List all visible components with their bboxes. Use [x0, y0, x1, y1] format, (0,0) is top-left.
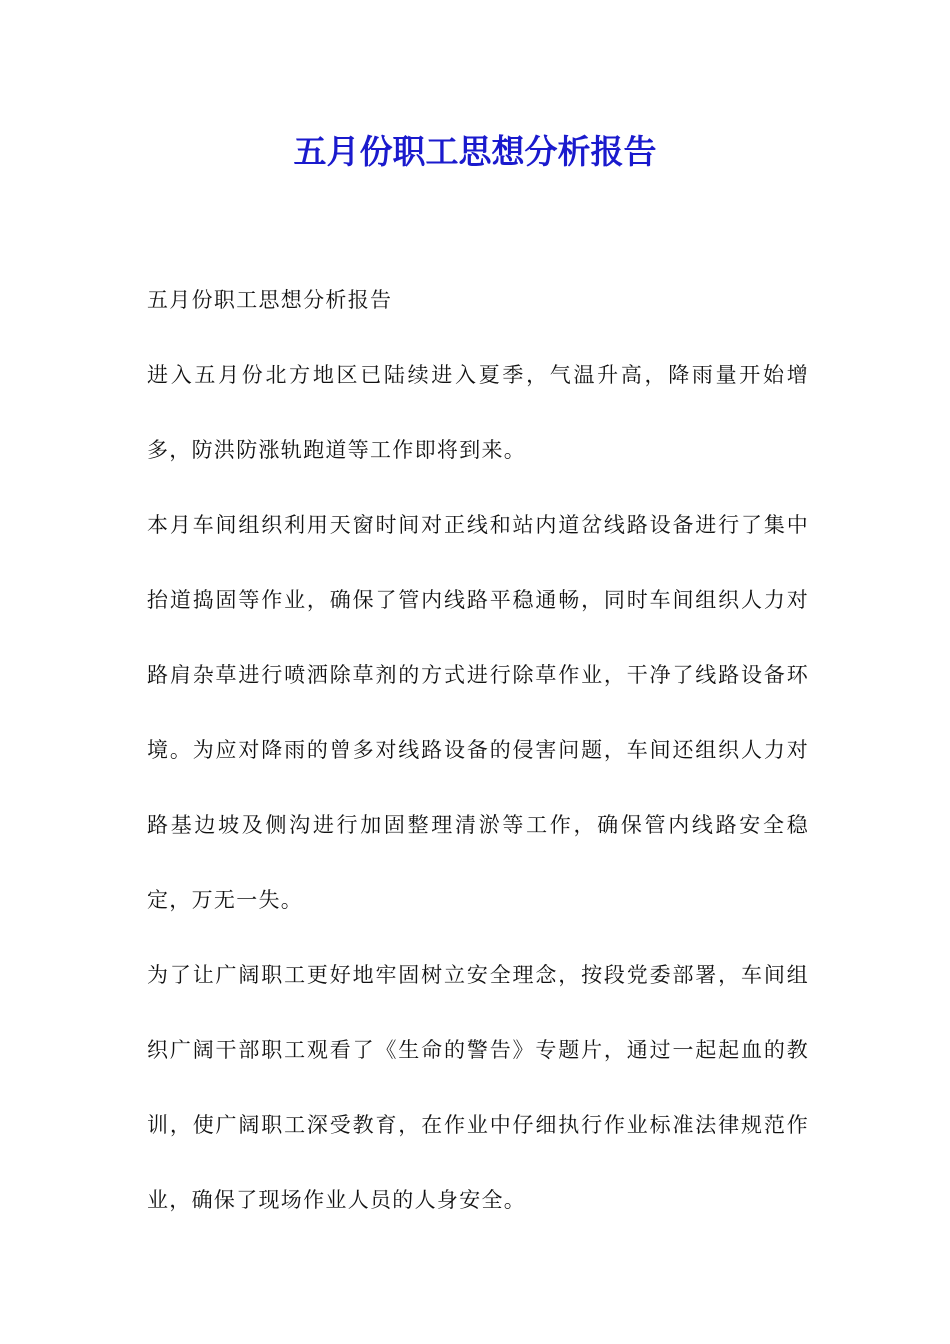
page-title: 五月份职工思想分析报告: [293, 132, 657, 171]
paragraph-1: 进入五月份北方地区已陆续进入夏季，气温升高，降雨量开始增多，防洪防涨轨跑道等工作即将到来。: [147, 363, 809, 462]
document-subtitle: 五月份职工思想分析报告: [147, 288, 393, 312]
document-body: [147, 263, 809, 1238]
paragraph-3: 为了让广阔职工更好地牢固树立安全理念，按段党委部署，车间组织广阔干部职工观看了《生命的警告》专题片，通过一起起血的教训，使广阔职工深受教育，在作业中仔细执行作业标准法律规范作业，确保了现场作业人员的人身安全。: [147, 963, 809, 1212]
paragraph-2: 本月车间组织利用天窗时间对正线和站内道岔线路设备进行了集中抬道捣固等作业，确保了管内线路平稳通畅，同时车间组织人力对路肩杂草进行喷洒除草剂的方式进行除草作业，干净了线路设备环境。为应对降雨的曾多对线路设备的侵害问题，车间还组织人力对路基边坡及侧沟进行加固整理清淤等工作，确保管内线路安全稳定，万无一失。: [147, 513, 809, 912]
